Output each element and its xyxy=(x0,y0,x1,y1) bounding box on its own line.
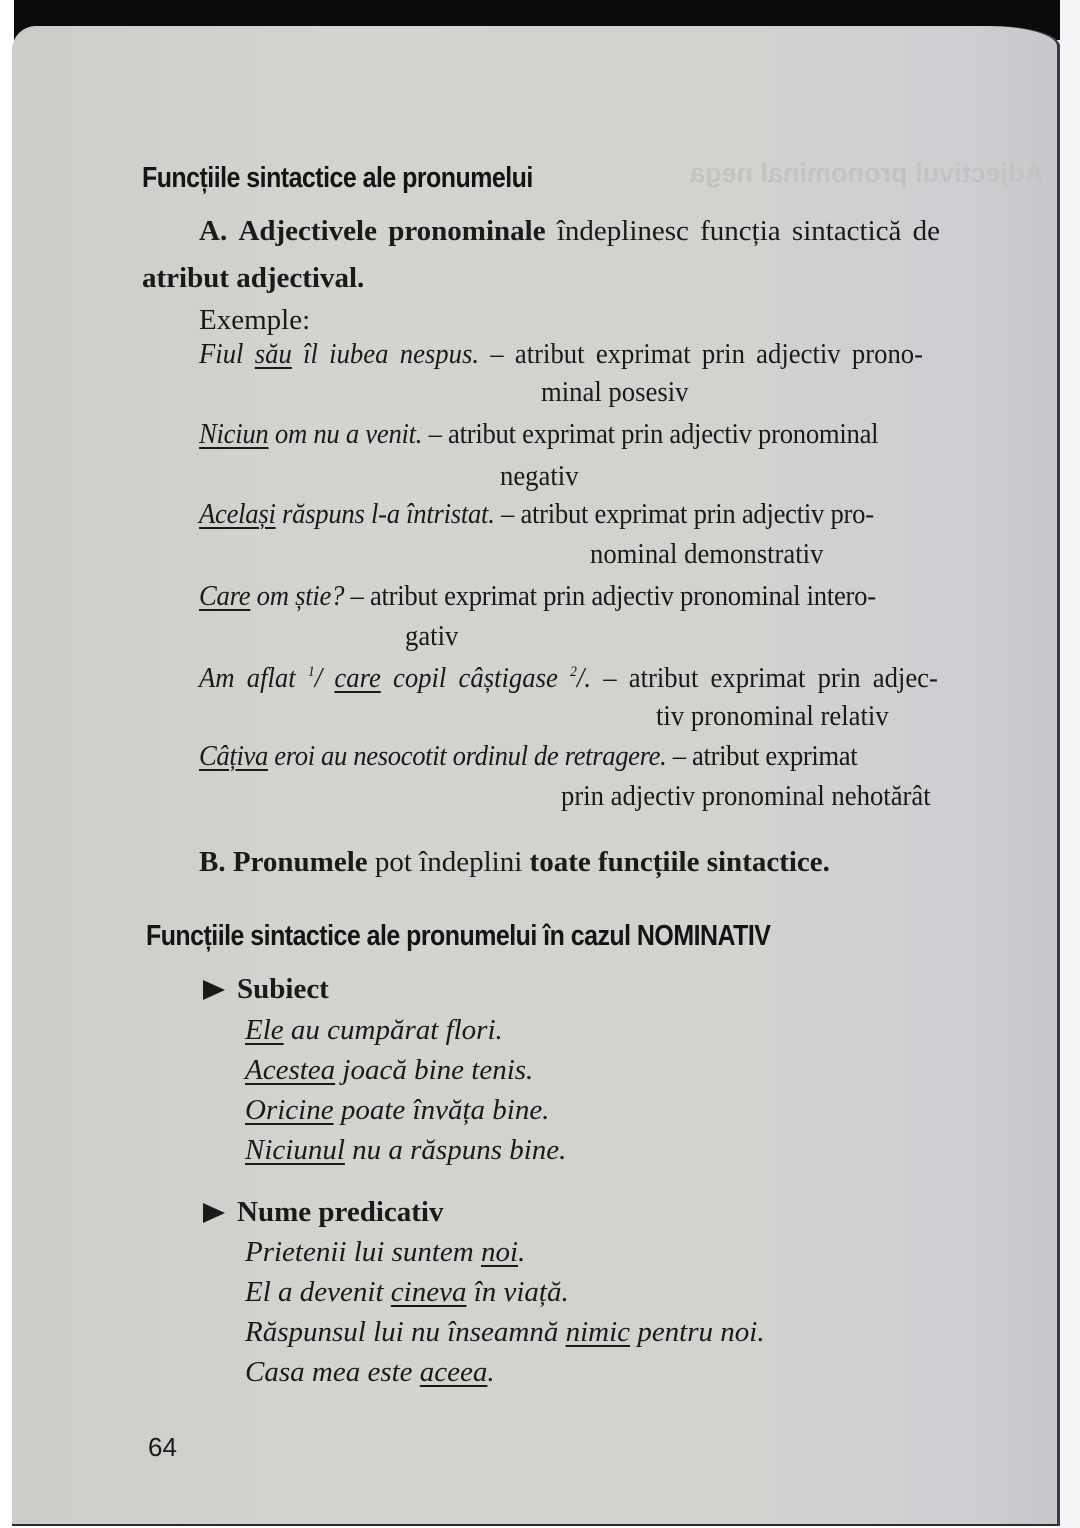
underlined-word: Câțiva xyxy=(199,740,268,772)
section-b-bold-lead: Pronumele xyxy=(232,846,368,878)
example-explanation-cont: negativ xyxy=(500,460,579,492)
underlined-word: aceea xyxy=(419,1356,488,1388)
section-a-bold-tail: atribut adjectival. xyxy=(142,262,365,294)
example-row xyxy=(199,582,876,611)
section-a-bold-lead: Adjectivele pronominale xyxy=(238,215,546,247)
group-title-subiect: Subiect xyxy=(203,975,329,1004)
example-row xyxy=(199,742,857,771)
group-title-nume-predicativ: Nume predicativ xyxy=(203,1198,443,1227)
example-sentence: Am aflat $^1$/ care copil câștigase $^2$/. xyxy=(199,662,592,694)
example-row xyxy=(199,340,923,369)
underlined-word: Oricine xyxy=(245,1094,334,1126)
section-a-label: A. xyxy=(199,215,228,247)
example-explanation: – atribut exprimat prin adjec- xyxy=(603,662,938,694)
example-explanation: – atribut exprimat prin adjectiv pronominal xyxy=(428,418,879,450)
section-b-label: B. xyxy=(199,846,226,878)
page-title: Funcțiile sintactice ale pronumelui xyxy=(142,162,533,194)
page-number: 64 xyxy=(148,1432,177,1462)
list-item: El a devenit cineva în viață. xyxy=(245,1276,569,1308)
triangle-right-icon xyxy=(203,1203,225,1223)
example-explanation-cont: gativ xyxy=(405,620,459,652)
clause-marker-1: 1 xyxy=(307,664,315,680)
example-explanation-cont: nominal demonstrativ xyxy=(590,538,824,570)
list-item: Oricine poate învăța bine. xyxy=(245,1094,550,1126)
example-sentence: Câțiva eroi au nesocotit ordinul de retragere. xyxy=(199,740,667,772)
section-b-text: pot îndeplini xyxy=(367,846,530,878)
example-explanation-cont: tiv pronominal relativ xyxy=(656,700,889,732)
list-item: Răspunsul lui nu înseamnă nimic pentru noi. xyxy=(245,1316,765,1348)
list-item: Acestea joacă bine tenis. xyxy=(245,1054,534,1086)
underlined-word: care xyxy=(334,662,381,694)
example-explanation: – atribut exprimat prin adjectiv pronominal intero- xyxy=(350,580,876,612)
clause-marker-2: 2 xyxy=(570,664,577,680)
list-item: Casa mea este aceea. xyxy=(245,1356,495,1388)
list-item: Niciunul nu a răspuns bine. xyxy=(245,1134,567,1166)
section-b-bold-tail: toate funcțiile sintactice. xyxy=(529,846,830,878)
section-a-paragraph xyxy=(199,217,940,246)
example-sentence: Care om știe? xyxy=(199,580,345,612)
example-explanation: – atribut exprimat xyxy=(672,740,858,772)
list-item: Ele au cumpărat flori. xyxy=(245,1014,503,1046)
nominativ-heading: Funcțiile sintactice ale pronumelui în cazul NOMINATIV xyxy=(146,920,771,952)
examples-label: Exemple: xyxy=(199,304,311,336)
list-item: Prietenii lui suntem noi. xyxy=(245,1236,526,1268)
example-explanation: – atribut exprimat prin adjectiv pro- xyxy=(500,498,874,530)
example-sentence: Fiul său îl iubea nespus. xyxy=(199,338,480,370)
underlined-word: Niciun xyxy=(199,418,269,450)
show-through-text: Adjectivul pronominal nega xyxy=(690,158,1045,188)
underlined-word: Același xyxy=(199,498,276,530)
underlined-word: cineva xyxy=(390,1276,467,1308)
section-b-paragraph xyxy=(199,848,830,877)
example-row xyxy=(199,664,938,693)
example-sentence: Niciun om nu a venit. xyxy=(199,418,423,450)
underlined-word: său xyxy=(254,338,292,370)
example-explanation-cont: prin adjectiv pronominal nehotărât xyxy=(561,780,931,812)
underlined-word: nimic xyxy=(565,1316,631,1348)
example-row xyxy=(199,420,878,449)
underlined-word: Care xyxy=(199,580,251,612)
underlined-word: Ele xyxy=(245,1014,284,1046)
underlined-word: noi xyxy=(481,1236,519,1268)
example-row xyxy=(199,500,874,529)
example-explanation-cont: minal posesiv xyxy=(541,376,689,408)
underlined-word: Niciunul xyxy=(245,1134,345,1166)
triangle-right-icon xyxy=(203,980,225,1000)
example-explanation: – atribut exprimat prin adjectiv prono- xyxy=(490,338,924,370)
example-sentence: Același răspuns l-a întristat. xyxy=(199,498,495,530)
underlined-word: Acestea xyxy=(245,1054,336,1086)
section-a-text: îndeplinesc funcția sintactică de xyxy=(556,215,941,247)
